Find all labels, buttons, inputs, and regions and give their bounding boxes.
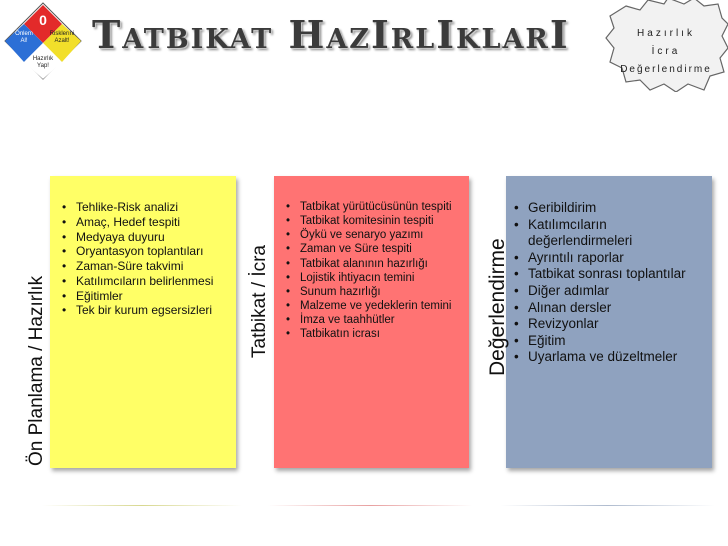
- list-item: • Diğer adımlar: [514, 283, 710, 300]
- page-title: Tatbikat HazIrlIklarI: [92, 12, 570, 57]
- list-item: • Amaç, Hedef tespiti: [62, 215, 236, 230]
- divider-line: [268, 505, 473, 506]
- gear-line-2: İcra: [651, 46, 681, 57]
- list-item: • Zaman ve Süre tespiti: [286, 242, 466, 256]
- list-item: • Eğitim: [514, 333, 710, 350]
- gear-line-1: Hazırlık: [637, 28, 695, 39]
- list-item: • Malzeme ve yedeklerin temini: [286, 299, 466, 313]
- list-item: • Alınan dersler: [514, 300, 710, 317]
- list-item: • Katılımcıların değerlendirmeleri: [514, 217, 710, 250]
- list-item: • Katılımcıların belirlenmesi: [62, 274, 236, 289]
- list-item: • Lojistik ihtiyacın temini: [286, 271, 466, 285]
- panel-list-on-planlama: [62, 200, 236, 318]
- list-item: • Tatbikat yürütücüsünün tespiti: [286, 200, 466, 214]
- panel-list-degerlendirme: [514, 200, 710, 366]
- gear-icon: [604, 0, 728, 92]
- list-item: • İmza ve taahhütler: [286, 313, 466, 327]
- panel-list-tatbikat-icra: [286, 200, 466, 341]
- list-item: • Tatbikat komitesinin tespiti: [286, 214, 466, 228]
- list-item: • Ayrıntılı raporlar: [514, 250, 710, 267]
- list-item: • Tatbikat sonrası toplantılar: [514, 266, 710, 283]
- list-item: • Öykü ve senaryo yazımı: [286, 228, 466, 242]
- divider-line: [42, 505, 242, 506]
- divider-line: [500, 505, 715, 506]
- list-item: • Tek bir kurum egsersizleri: [62, 303, 236, 318]
- panel-label-tatbikat-icra: Tatbikat / İcra: [249, 245, 270, 358]
- hazard-diamond-logo: [4, 2, 82, 80]
- list-item: • Medyaya duyuru: [62, 230, 236, 245]
- list-item: • Oryantasyon toplantıları: [62, 244, 236, 259]
- list-item: • Sunum hazırlığı: [286, 285, 466, 299]
- list-item: • Tatbikatın icrası: [286, 327, 466, 341]
- panel-label-on-planlama: Ön Planlama / Hazırlık: [26, 275, 47, 466]
- list-item: • Tatbikat alanının hazırlığı: [286, 257, 466, 271]
- panel-label-degerlendirme: Değerlendirme: [486, 238, 509, 376]
- list-item: • Zaman-Süre takvimi: [62, 259, 236, 274]
- logo-number: 0: [39, 12, 47, 28]
- logo-left-label: Önlem Al!: [15, 31, 33, 44]
- list-item: • Tehlike-Risk analizi: [62, 200, 236, 215]
- list-item: • Uyarlama ve düzeltmeler: [514, 349, 710, 366]
- list-item: • Revizyonlar: [514, 316, 710, 333]
- logo-bottom-label: Hazırlık Yap!: [32, 56, 54, 69]
- gear-line-3: Değerlendirme: [620, 64, 712, 75]
- list-item: • Geribildirim: [514, 200, 710, 217]
- list-item: • Eğitimler: [62, 289, 236, 304]
- logo-right-label: Risklerıni Azalt!: [49, 31, 75, 44]
